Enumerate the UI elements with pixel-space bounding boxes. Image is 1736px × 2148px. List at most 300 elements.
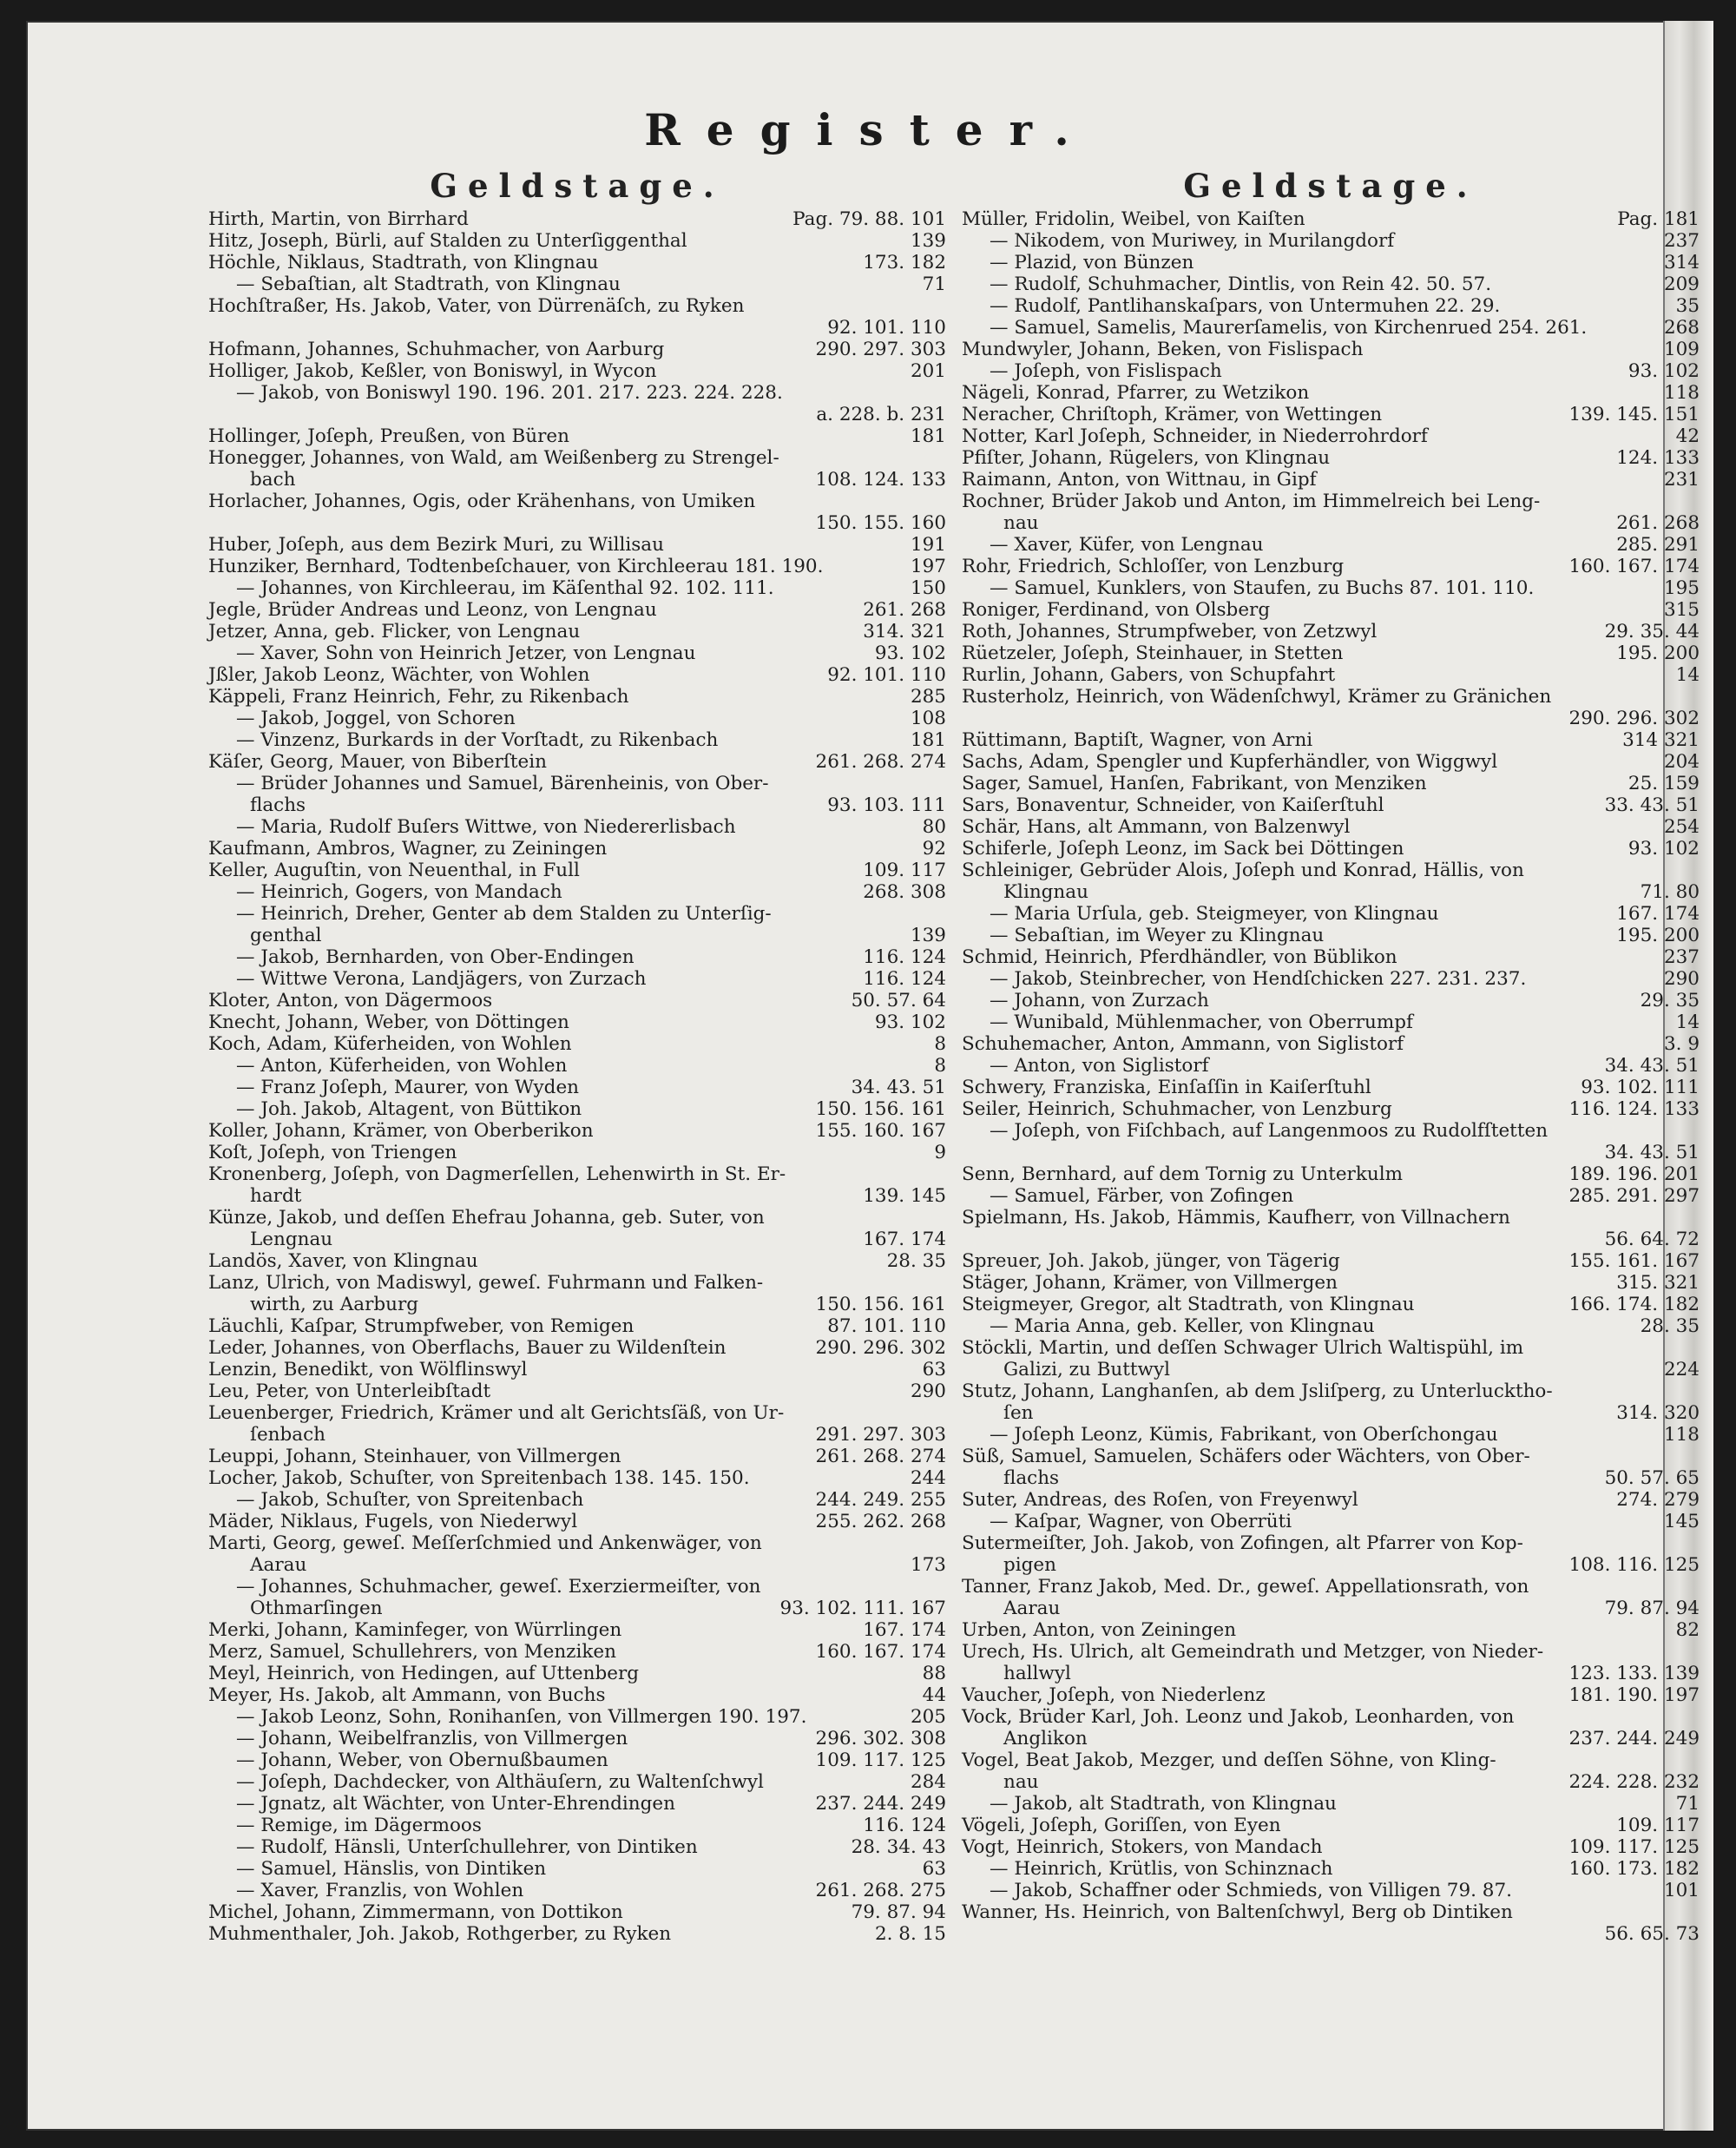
entry-pages: 191	[910, 534, 946, 556]
entry-name: Jegle, Brüder Andreas und Leonz, von Lengnau	[208, 599, 657, 621]
entry-pages: 290. 297. 303	[815, 339, 946, 360]
entry-name: Merki, Johann, Kaminfeger, von Würrlingen	[208, 1619, 622, 1641]
entry-pages: 3. 9	[1663, 1033, 1700, 1055]
entry-pages: 155. 161. 167	[1568, 1250, 1700, 1272]
entry-name: — Johannes, von Kirchleerau, im Käſenthal 92. 102. 111.	[236, 577, 774, 599]
register-entry	[208, 1142, 946, 1163]
entry-pages: 160. 167. 174	[1568, 556, 1700, 577]
register-entry	[208, 534, 946, 556]
entry-name: — Jakob, alt Stadtrath, von Klingnau	[990, 1793, 1337, 1815]
register-entry	[208, 491, 946, 512]
register-entry	[962, 1771, 1700, 1793]
register-entry	[962, 1424, 1700, 1446]
register-entry	[208, 1793, 946, 1815]
entry-pages: 139	[910, 230, 946, 252]
entry-pages: 224. 228. 232	[1568, 1771, 1700, 1793]
register-entry	[962, 751, 1700, 773]
register-entry	[962, 1229, 1700, 1250]
entry-pages: 34. 43. 51	[1604, 1055, 1700, 1077]
entry-pages: 290. 296. 302	[1568, 708, 1700, 729]
entry-pages: 195. 200	[1616, 925, 1700, 946]
entry-name: — Joſeph, von Fislispach	[990, 360, 1222, 382]
entry-name: — Nikodem, von Muriwey, in Murilangdorf	[990, 230, 1395, 252]
entry-name: — Samuel, Samelis, Maurerſamelis, von Kirchenrued 254. 261.	[990, 317, 1588, 339]
register-entry	[208, 1055, 946, 1077]
entry-pages: 274. 279	[1616, 1489, 1700, 1511]
entry-name: Aarau	[250, 1554, 307, 1576]
entry-name: Anglikon	[1003, 1728, 1088, 1749]
register-entry	[962, 447, 1700, 469]
entry-name: — Brüder Johannes und Samuel, Bärenheinis, von Ober-	[236, 773, 769, 794]
entry-name: — Johannes, Schuhmacher, geweſ. Exerziermeiſter, von	[236, 1576, 761, 1598]
register-entry	[962, 1923, 1700, 1945]
register-entry	[962, 360, 1700, 382]
register-entry	[962, 556, 1700, 577]
entry-name: — Jgnatz, alt Wächter, von Unter-Ehrendingen	[236, 1793, 675, 1815]
column-heading-right: Geldstage.	[1183, 167, 1478, 205]
entry-name: — Rudolf, Schuhmacher, Dintlis, von Rein 42. 50. 57.	[990, 273, 1492, 295]
register-entry	[208, 1771, 946, 1793]
entry-pages: 63	[922, 1858, 946, 1880]
entry-pages: 80	[922, 816, 946, 838]
entry-pages: 290. 296. 302	[815, 1337, 946, 1359]
entry-pages: 71	[922, 273, 946, 295]
entry-pages: 314. 321	[863, 621, 946, 642]
entry-pages: 82	[1675, 1619, 1700, 1641]
register-entry	[962, 1033, 1700, 1055]
register-entry	[962, 925, 1700, 946]
register-entry	[208, 838, 946, 860]
register-entry	[962, 1728, 1700, 1749]
entry-pages: 167. 174	[863, 1229, 946, 1250]
register-entry	[962, 729, 1700, 751]
entry-pages: 261. 268. 274	[815, 1446, 946, 1467]
entry-name: — Sebaſtian, im Weyer zu Klingnau	[990, 925, 1325, 946]
entry-pages: 296. 302. 308	[815, 1728, 946, 1749]
register-entry	[962, 469, 1700, 491]
entry-name: Vock, Brüder Karl, Joh. Leonz und Jakob, Leonharden, von	[962, 1706, 1515, 1728]
register-entry	[962, 1880, 1700, 1901]
entry-name: Kaufmann, Ambros, Wagner, zu Zeiningen	[208, 838, 608, 860]
register-entry	[962, 1337, 1700, 1359]
entry-pages: 108. 124. 133	[815, 469, 946, 491]
register-entry	[208, 404, 946, 425]
register-entry	[962, 1576, 1700, 1598]
entry-pages: 285	[910, 686, 946, 708]
entry-pages: 181	[910, 729, 946, 751]
entry-name: — Rudolf, Hänsli, Unterſchullehrer, von Dintiken	[236, 1836, 698, 1858]
entry-name: Rurlin, Johann, Gabers, von Schupfahrt	[962, 664, 1336, 686]
register-entry	[208, 1250, 946, 1272]
register-entry	[208, 773, 946, 794]
entry-name: Locher, Jakob, Schuſter, von Spreitenbach 138. 145. 150.	[208, 1467, 750, 1489]
entry-name: Knecht, Johann, Weber, von Döttingen	[208, 1011, 569, 1033]
entry-pages: 254	[1663, 816, 1700, 838]
entry-pages: 2. 8. 15	[874, 1923, 946, 1945]
page-title: Register.	[644, 104, 1095, 155]
entry-name: — Heinrich, Krütlis, von Schinznach	[990, 1858, 1333, 1880]
entry-pages: a. 228. b. 231	[816, 404, 946, 425]
entry-pages: 9	[934, 1142, 946, 1163]
entry-name: Kronenberg, Joſeph, von Dagmerſellen, Lehenwirth in St. Er-	[208, 1163, 786, 1185]
register-entry	[962, 1706, 1700, 1728]
entry-name: Jßler, Jakob Leonz, Wächter, von Wohlen	[208, 664, 590, 686]
entry-name: — Maria Anna, geb. Keller, von Klingnau	[990, 1315, 1375, 1337]
entry-pages: 237	[1663, 230, 1700, 252]
entry-name: Leder, Johannes, von Oberflachs, Bauer zu Wildenſtein	[208, 1337, 727, 1359]
register-entry	[208, 1728, 946, 1749]
register-entry	[208, 664, 946, 686]
entry-pages: 25. 159	[1628, 773, 1700, 794]
register-entry	[962, 512, 1700, 534]
register-entry	[962, 1446, 1700, 1467]
entry-pages: 8	[934, 1055, 946, 1077]
entry-name: Lenzin, Benedikt, von Wölflinswyl	[208, 1359, 528, 1380]
register-entry	[962, 1489, 1700, 1511]
entry-pages: 167. 174	[863, 1619, 946, 1641]
entry-pages: 237. 244. 249	[1568, 1728, 1700, 1749]
entry-pages: 150. 156. 161	[815, 1098, 946, 1120]
register-entry	[208, 577, 946, 599]
entry-pages: 109. 117	[863, 860, 946, 881]
register-entry	[208, 946, 946, 968]
entry-pages: 201	[910, 360, 946, 382]
entry-name: Lanz, Ulrich, von Madiswyl, geweſ. Fuhrmann und Falken-	[208, 1272, 764, 1294]
register-entry	[208, 1511, 946, 1532]
entry-name: Leuppi, Johann, Steinhauer, von Villmergen	[208, 1446, 621, 1467]
entry-name: — Joſeph, von Fiſchbach, auf Langenmoos zu Rudolfſtetten	[990, 1120, 1549, 1142]
register-entry	[208, 860, 946, 881]
entry-name: Aarau	[1003, 1598, 1061, 1619]
register-entry	[962, 621, 1700, 642]
register-entry	[962, 1598, 1700, 1619]
register-entry	[208, 360, 946, 382]
register-entry	[208, 512, 946, 534]
register-entry	[208, 751, 946, 773]
entry-name: Klingnau	[1003, 881, 1088, 903]
entry-name: nau	[1003, 512, 1039, 534]
entry-name: Koller, Johann, Krämer, von Oberberikon	[208, 1120, 594, 1142]
register-entry	[208, 1684, 946, 1706]
register-entry	[208, 1229, 946, 1250]
register-entry	[962, 860, 1700, 881]
entry-name: bach	[250, 469, 296, 491]
entry-pages: 116. 124. 133	[1568, 1098, 1700, 1120]
entry-pages: 145	[1663, 1511, 1700, 1532]
entry-pages: 173. 182	[863, 252, 946, 273]
entry-name: Mäder, Niklaus, Fugels, von Niederwyl	[208, 1511, 578, 1532]
entry-name: Höchle, Niklaus, Stadtrath, von Klingnau	[208, 252, 599, 273]
register-entry	[962, 1467, 1700, 1489]
entry-name: Stutz, Johann, Langhanſen, ab dem Jsliſperg, zu Unterlucktho-	[962, 1380, 1553, 1402]
register-entry	[962, 1098, 1700, 1120]
entry-name: Meyer, Hs. Jakob, alt Ammann, von Buchs	[208, 1684, 606, 1706]
entry-pages: 261. 268. 275	[815, 1880, 946, 1901]
register-entry	[208, 968, 946, 990]
register-entry	[208, 447, 946, 469]
entry-name: — Anton, Küferheiden, von Wohlen	[236, 1055, 568, 1077]
entry-pages: 290	[910, 1380, 946, 1402]
register-entry	[962, 1511, 1700, 1532]
register-entry	[962, 1120, 1700, 1142]
entry-name: — Sebaſtian, alt Stadtrath, von Klingnau	[236, 273, 621, 295]
entry-name: wirth, zu Aarburg	[250, 1294, 418, 1315]
register-entry	[962, 794, 1700, 816]
register-entry	[962, 1294, 1700, 1315]
entry-name: Vögeli, Joſeph, Goriſſen, von Eyen	[962, 1815, 1281, 1836]
entry-name: Rusterholz, Heinrich, von Wädenſchwyl, Krämer zu Gränichen	[962, 686, 1552, 708]
register-entry	[208, 903, 946, 925]
entry-name: pigen	[1003, 1554, 1056, 1576]
entry-name: Galizi, zu Buttwyl	[1003, 1359, 1170, 1380]
entry-name: Hirth, Martin, von Birrhard	[208, 208, 469, 230]
entry-pages: 195. 200	[1616, 642, 1700, 664]
entry-name: Vogt, Heinrich, Stokers, von Mandach	[962, 1836, 1323, 1858]
register-entry	[962, 1402, 1700, 1424]
register-entry	[208, 1424, 946, 1446]
entry-name: Schär, Hans, alt Ammann, von Balzenwyl	[962, 816, 1351, 838]
register-entry	[208, 1901, 946, 1923]
register-entry	[208, 1467, 946, 1489]
entry-pages: 71. 80	[1640, 881, 1700, 903]
register-entry	[962, 1380, 1700, 1402]
entry-name: flachs	[250, 794, 306, 816]
entry-name: — Jakob, Joggel, von Schoren	[236, 708, 516, 729]
entry-name: — Anton, von Siglistorf	[990, 1055, 1209, 1077]
entry-pages: 285. 291	[1616, 534, 1700, 556]
entry-name: — Jakob, Steinbrecher, von Hendſchicken 227. 231. 237.	[990, 968, 1527, 990]
entry-pages: 93. 102	[874, 642, 946, 664]
register-entry	[208, 382, 946, 404]
entry-name: hardt	[250, 1185, 302, 1207]
entry-name: Notter, Karl Joſeph, Schneider, in Niederrohrdorf	[962, 425, 1428, 447]
entry-pages: 28. 34. 43	[851, 1836, 946, 1858]
register-entry	[208, 556, 946, 577]
entry-name: Hofmann, Johannes, Schuhmacher, von Aarburg	[208, 339, 665, 360]
register-entry	[962, 534, 1700, 556]
entry-pages: 150. 155. 160	[815, 512, 946, 534]
register-entry	[962, 664, 1700, 686]
entry-name: Wanner, Hs. Heinrich, von Baltenſchwyl, Berg ob Dintiken	[962, 1901, 1513, 1923]
entry-name: Horlacher, Johannes, Ogis, oder Krähenhans, von Umiken	[208, 491, 756, 512]
register-entry	[208, 1554, 946, 1576]
register-entry	[208, 273, 946, 295]
entry-name: Urech, Hs. Ulrich, alt Gemeindrath und Metzger, von Nieder-	[962, 1641, 1544, 1663]
entry-name: Käppeli, Franz Heinrich, Fehr, zu Rikenbach	[208, 686, 629, 708]
entry-name: Holliger, Jakob, Keßler, von Boniswyl, in Wycon	[208, 360, 657, 382]
entry-name: — Samuel, Kunklers, von Staufen, zu Buchs 87. 101. 110.	[990, 577, 1535, 599]
entry-name: Rochner, Brüder Jakob und Anton, im Himmelreich bei Leng-	[962, 491, 1541, 512]
entry-name: — Jakob, Schuſter, von Spreitenbach	[236, 1489, 584, 1511]
entry-name: Müller, Fridolin, Weibel, von Kaiſten	[962, 208, 1305, 230]
entry-pages: 35	[1675, 295, 1700, 317]
column-heading-left: Geldstage.	[430, 167, 725, 205]
entry-name: Vaucher, Joſeph, von Niederlenz	[962, 1684, 1266, 1706]
entry-name: — Johann, Weber, von Obernußbaumen	[236, 1749, 608, 1771]
entry-name: Schuhemacher, Anton, Ammann, von Siglistorf	[962, 1033, 1404, 1055]
register-entry	[208, 816, 946, 838]
entry-name: Tanner, Franz Jakob, Med. Dr., geweſ. Appellationsrath, von	[962, 1576, 1529, 1598]
entry-name: — Jakob, Schaffner oder Schmieds, von Villigen 79. 87.	[990, 1880, 1512, 1901]
entry-name: Michel, Johann, Zimmermann, von Dottikon	[208, 1901, 623, 1923]
entry-pages: 291. 297. 303	[815, 1424, 946, 1446]
entry-pages: 93. 102. 111. 167	[779, 1598, 946, 1619]
entry-pages: 315	[1663, 599, 1700, 621]
entry-name: — Joſeph Leonz, Kümis, Fabrikant, von Oberſchongau	[990, 1424, 1498, 1446]
register-entry	[962, 686, 1700, 708]
register-entry	[962, 1207, 1700, 1229]
register-entry	[962, 773, 1700, 794]
entry-name: Rohr, Friedrich, Schloſſer, von Lenzburg	[962, 556, 1345, 577]
register-entry	[208, 1489, 946, 1511]
entry-pages: 123. 133. 139	[1568, 1663, 1700, 1684]
register-entry	[208, 1598, 946, 1619]
entry-name: — Wunibald, Mühlenmacher, von Oberrumpf	[990, 1011, 1413, 1033]
entry-pages: 87. 101. 110	[827, 1315, 946, 1337]
entry-pages: 116. 124	[863, 946, 946, 968]
register-entry	[208, 621, 946, 642]
register-entry	[208, 1294, 946, 1315]
register-entry	[208, 1576, 946, 1598]
entry-pages: 181	[910, 425, 946, 447]
register-entry	[208, 708, 946, 729]
entry-pages: 244	[910, 1467, 946, 1489]
entry-name: Hollinger, Joſeph, Preußen, von Büren	[208, 425, 569, 447]
entry-name: Jetzer, Anna, geb. Flicker, von Lengnau	[208, 621, 581, 642]
entry-name: — Vinzenz, Burkards in der Vorſtadt, zu Rikenbach	[236, 729, 719, 751]
entry-pages: 290	[1663, 968, 1700, 990]
entry-name: Mundwyler, Johann, Beken, von Fislispach	[962, 339, 1364, 360]
entry-name: Spielmann, Hs. Jakob, Hämmis, Kaufherr, von Villnachern	[962, 1207, 1510, 1229]
register-entry	[208, 881, 946, 903]
register-entry	[962, 946, 1700, 968]
entry-name: Keller, Auguſtin, von Neuenthal, in Full	[208, 860, 580, 881]
register-entry	[962, 382, 1700, 404]
entry-pages: 150	[910, 577, 946, 599]
entry-name: Schiferle, Joſeph Leonz, im Sack bei Döttingen	[962, 838, 1404, 860]
register-entry	[208, 1446, 946, 1467]
register-entry	[208, 1532, 946, 1554]
register-entry	[208, 339, 946, 360]
entry-pages: 92. 101. 110	[827, 664, 946, 686]
entry-pages: 314	[1663, 252, 1700, 273]
entry-pages: 314 321	[1622, 729, 1700, 751]
entry-pages: 139. 145	[863, 1185, 946, 1207]
entry-name: — Jakob, von Boniswyl 190. 196. 201. 217. 223. 224. 228.	[236, 382, 783, 404]
entry-name: Suter, Andreas, des Roſen, von Freyenwyl	[962, 1489, 1358, 1511]
entry-pages: 109. 117	[1616, 1815, 1700, 1836]
register-entry	[208, 1641, 946, 1663]
entry-pages: 237	[1663, 946, 1700, 968]
entry-pages: 93. 102	[1628, 360, 1700, 382]
entry-pages: 28. 35	[1640, 1315, 1700, 1337]
entry-name: — Kaſpar, Wagner, von Oberrüti	[990, 1511, 1292, 1532]
entry-name: Stäger, Johann, Krämer, von Villmergen	[962, 1272, 1338, 1294]
register-entry	[208, 317, 946, 339]
register-entry	[208, 469, 946, 491]
entry-name: ſenbach	[250, 1424, 326, 1446]
register-entry	[208, 925, 946, 946]
entry-pages: 231	[1663, 469, 1700, 491]
register-entry	[208, 599, 946, 621]
entry-name: — Remige, im Dägermoos	[236, 1815, 482, 1836]
register-entry	[962, 1272, 1700, 1294]
register-entry	[962, 208, 1700, 230]
register-entry	[208, 1706, 946, 1728]
register-entry	[208, 295, 946, 317]
register-entry	[962, 1163, 1700, 1185]
entry-pages: 33. 43. 51	[1604, 794, 1700, 816]
entry-pages: 109. 117. 125	[815, 1749, 946, 1771]
entry-pages: 92. 101. 110	[827, 317, 946, 339]
entry-name: Hochſtraßer, Hs. Jakob, Vater, von Dürrenäſch, zu Ryken	[208, 295, 745, 317]
register-entry	[962, 1185, 1700, 1207]
entry-pages: 118	[1663, 1424, 1700, 1446]
entry-name: — Heinrich, Gogers, von Mandach	[236, 881, 562, 903]
entry-pages: 284	[910, 1771, 946, 1793]
register-entry	[962, 968, 1700, 990]
register-entry	[208, 990, 946, 1011]
entry-pages: 109	[1663, 339, 1700, 360]
register-entry	[962, 317, 1700, 339]
entry-pages: 44	[922, 1684, 946, 1706]
entry-pages: 108. 116. 125	[1568, 1554, 1700, 1576]
register-entry	[962, 1815, 1700, 1836]
entry-name: Schwery, Franziska, Einſaſſin in Kaiſerſtuhl	[962, 1077, 1371, 1098]
entry-pages: 92	[922, 838, 946, 860]
entry-name: Seiler, Heinrich, Schuhmacher, von Lenzburg	[962, 1098, 1392, 1120]
register-entry	[962, 642, 1700, 664]
entry-name: Koch, Adam, Küferheiden, von Wohlen	[208, 1033, 572, 1055]
register-entry	[962, 1554, 1700, 1576]
register-entry	[962, 1359, 1700, 1380]
entry-pages: 261. 268. 274	[815, 751, 946, 773]
entry-pages: 139	[910, 925, 946, 946]
entry-name: Muhmenthaler, Joh. Jakob, Rothgerber, zu Ryken	[208, 1923, 672, 1945]
register-entry	[962, 1684, 1700, 1706]
entry-name: Rüetzeler, Joſeph, Steinhauer, in Stetten	[962, 642, 1344, 664]
entry-name: Stöckli, Martin, und deſſen Schwager Ulrich Waltispühl, im	[962, 1337, 1524, 1359]
entry-name: — Wittwe Verona, Landjägers, von Zurzach	[236, 968, 647, 990]
entry-name: Schleiniger, Gebrüder Alois, Joſeph und Konrad, Hällis, von	[962, 860, 1524, 881]
register-column-right	[962, 167, 1700, 1945]
register-entry	[962, 1619, 1700, 1641]
register-entry	[208, 1880, 946, 1901]
entry-name: Raimann, Anton, von Wittnau, in Gipf	[962, 469, 1317, 491]
entry-pages: 29. 35. 44	[1604, 621, 1700, 642]
register-entry	[208, 1315, 946, 1337]
entry-name: — Joh. Jakob, Altagent, von Büttikon	[236, 1098, 582, 1120]
register-entry	[208, 1120, 946, 1142]
register-entry	[962, 1641, 1700, 1663]
entry-pages: 56. 64. 72	[1604, 1229, 1700, 1250]
entry-name: Sachs, Adam, Spengler und Kupferhändler, von Wiggwyl	[962, 751, 1498, 773]
entry-pages: 237. 244. 249	[815, 1793, 946, 1815]
entry-name: — Johann, Weibelfranzlis, von Villmergen	[236, 1728, 628, 1749]
entry-pages: 209	[1663, 273, 1700, 295]
entry-name: — Jakob, Bernharden, von Ober-Endingen	[236, 946, 635, 968]
entry-name: Rüttimann, Baptiſt, Wagner, von Arni	[962, 729, 1313, 751]
entry-pages: 124. 133	[1616, 447, 1700, 469]
register-entry	[208, 686, 946, 708]
entry-pages: 224	[1663, 1359, 1700, 1380]
entry-name: Meyl, Heinrich, von Hedingen, auf Uttenberg	[208, 1663, 640, 1684]
entry-pages: 116. 124	[863, 1815, 946, 1836]
entry-name: Hitz, Joseph, Bürli, auf Stalden zu Unterſiggenthal	[208, 230, 687, 252]
entry-name: — Samuel, Hänslis, von Dintiken	[236, 1858, 547, 1880]
register-entry	[962, 1858, 1700, 1880]
entry-name: Lengnau	[250, 1229, 333, 1250]
